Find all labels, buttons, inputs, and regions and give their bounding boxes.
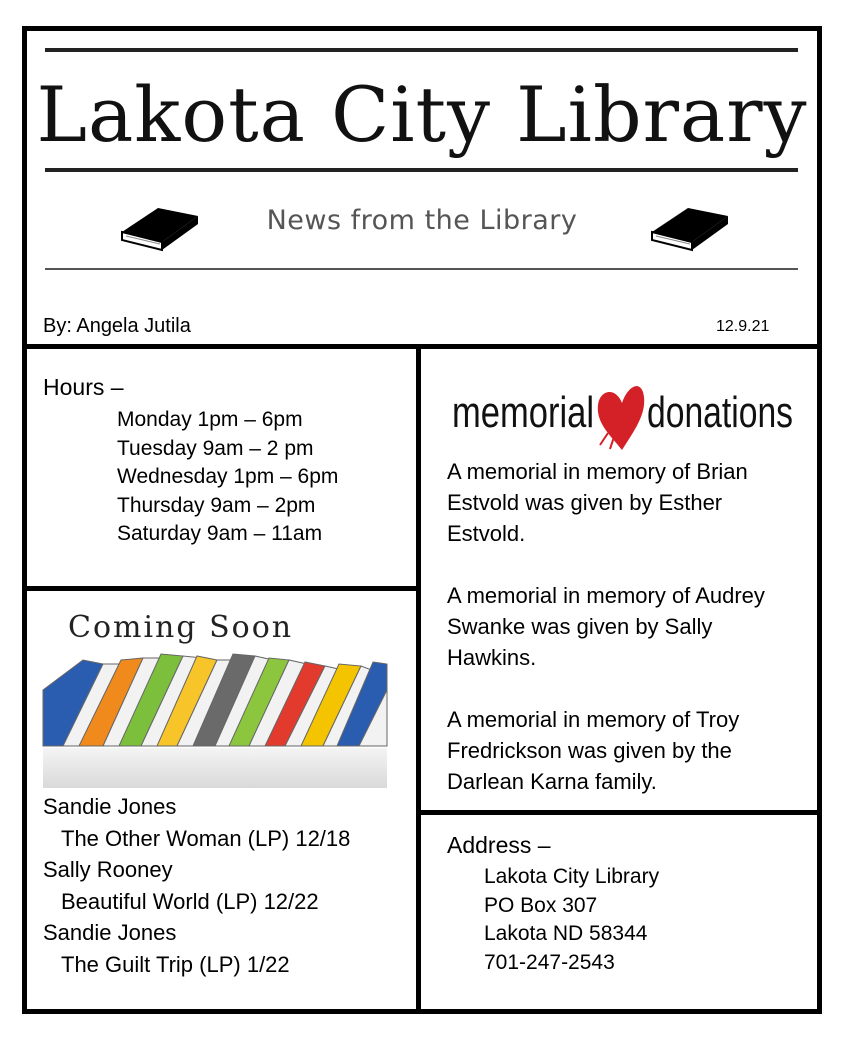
coming-soon-banner: Coming Soon: [68, 610, 294, 645]
hours-item: Monday 1pm – 6pm: [117, 408, 303, 431]
issue-date: 12.9.21: [716, 318, 770, 335]
hours-item: Tuesday 9am – 2 pm: [117, 436, 314, 460]
memorial-donations-logo: [450, 375, 795, 453]
address-line: Lakota ND 58344: [484, 922, 648, 946]
memorial-entry: A memorial in memory of Audrey Swanke was given by Sally Hawkins.: [447, 583, 765, 670]
address-line: 701-247-2543: [484, 950, 615, 974]
address-heading: Address –: [447, 832, 551, 858]
books-illustration: [43, 650, 387, 788]
address-line: PO Box 307: [484, 893, 598, 917]
masthead-rule-top: [45, 48, 798, 52]
address-lines: [484, 863, 659, 977]
page-subtitle: News from the Library: [266, 205, 578, 236]
book-icon: [648, 194, 730, 256]
address-line: Lakota City Library: [484, 865, 660, 888]
book-icon: [118, 194, 200, 256]
memorial-entry: A memorial in memory of Brian Estvold was given by Esther Estvold.: [447, 459, 748, 546]
list-item-author: Sandie Jones: [43, 794, 177, 819]
memorial-entries: [447, 456, 797, 828]
memorial-entry: A memorial in memory of Troy Fredrickson was given by the Darlean Karna family.: [447, 707, 740, 794]
page-title: Lakota City Library: [36, 70, 808, 159]
memorial-logo-left: memorial: [452, 388, 594, 437]
masthead-rule-title-bottom: [45, 168, 798, 172]
byline: By: Angela Jutila: [43, 315, 191, 337]
hours-divider: [22, 586, 421, 591]
list-item-book: Beautiful World (LP) 12/22: [61, 888, 319, 914]
masthead-rule-subtitle-bottom: [45, 268, 798, 270]
list-item-book: The Guilt Trip (LP) 1/22: [61, 951, 290, 977]
hours-heading: Hours –: [43, 374, 124, 400]
hours-item: Saturday 9am – 11am: [117, 522, 323, 546]
masthead-divider: [22, 344, 822, 349]
hours-item: Thursday 9am – 2pm: [117, 493, 316, 517]
hours-item: Wednesday 1pm – 6pm: [117, 465, 339, 489]
list-item-book: The Other Woman (LP) 12/18: [61, 825, 351, 851]
hours-list: [117, 406, 338, 549]
memorial-logo-right: donations: [647, 388, 793, 437]
heart-icon: [598, 386, 644, 450]
list-item-author: Sandie Jones: [43, 920, 177, 945]
column-divider: [416, 344, 421, 1014]
list-item-author: Sally Rooney: [43, 857, 173, 882]
coming-soon-list: [43, 791, 350, 980]
